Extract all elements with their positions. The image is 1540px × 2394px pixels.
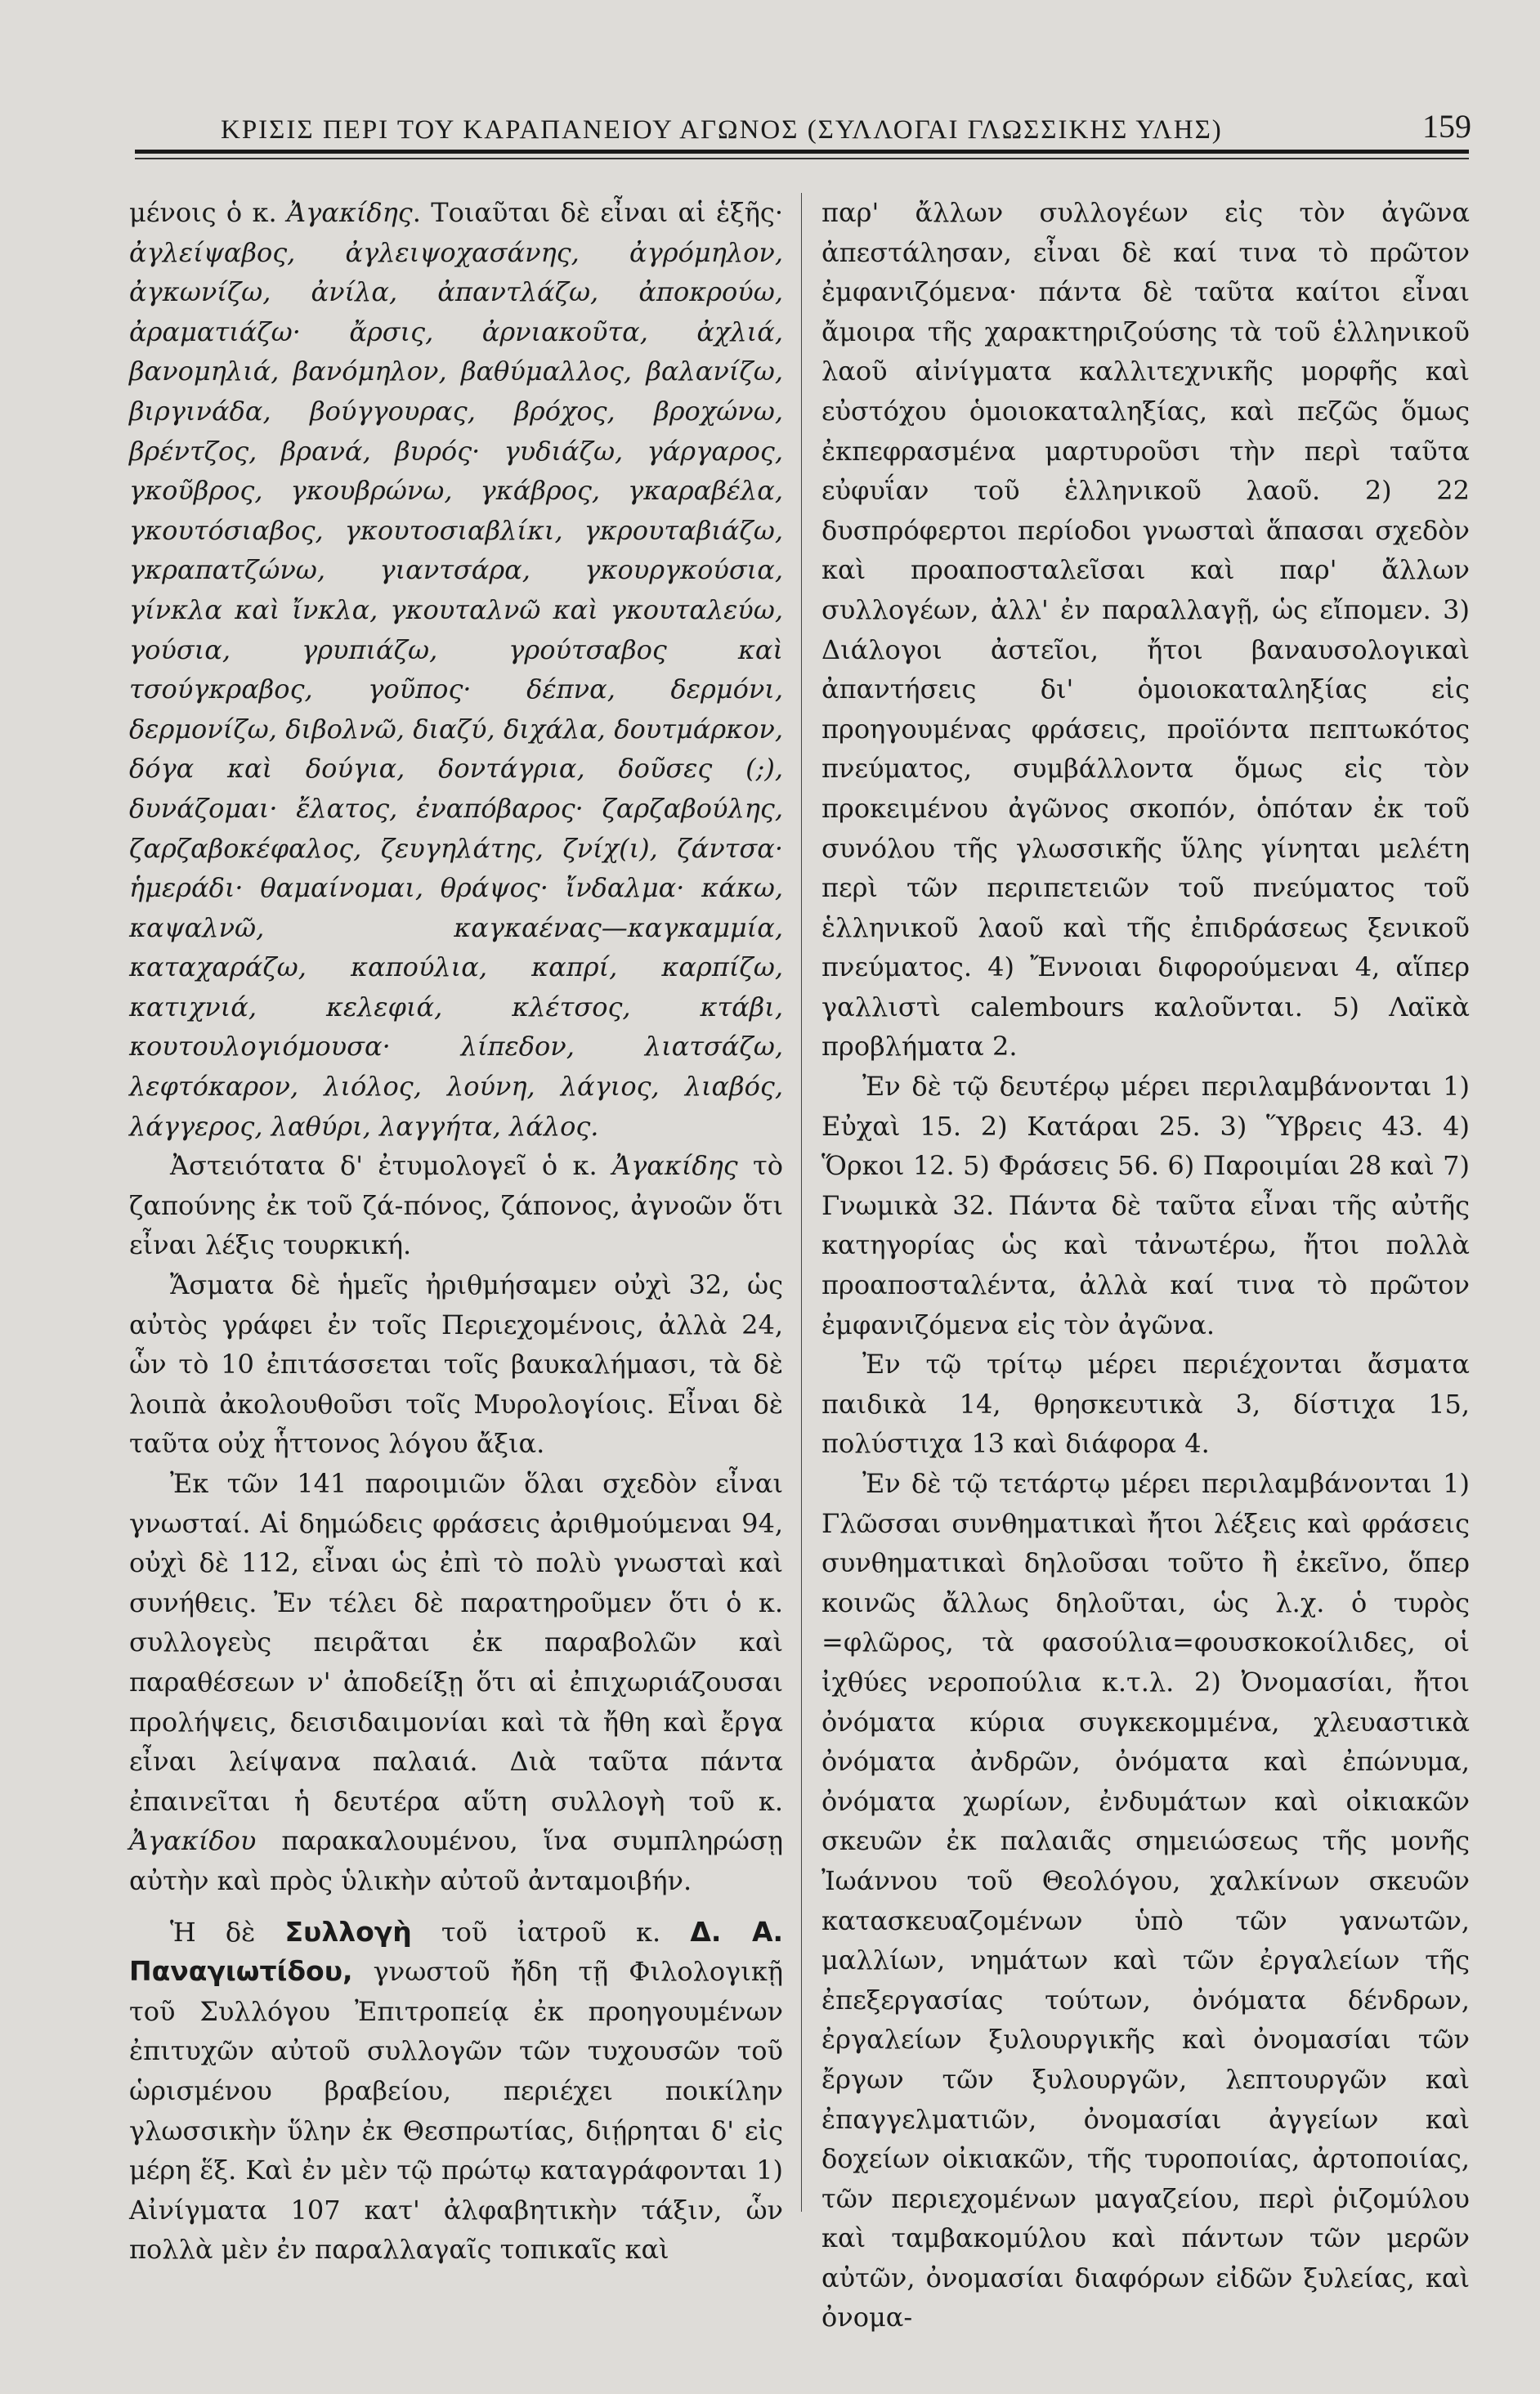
text-span: Ἀστειότατα δ' ἐτυμολογεῖ ὁ κ.: [170, 1150, 612, 1182]
left-paragraph-2: [129, 1146, 783, 1265]
text-span: παρακαλουμένου, ἵνα συμπληρώσῃ αὐτὴν καὶ πρὸς ὑλικὴν αὐτοῦ ἀνταμοιβήν.: [129, 1825, 783, 1896]
text-span: . Τοιαῦται δὲ εἶναι αἱ ἑξῆς·: [412, 197, 783, 228]
running-title: ΚΡΙΣΙΣ ΠΕΡΙ ΤΟΥ ΚΑΡΑΠΑΝΕΙΟΥ ΑΓΩΝΟΣ (ΣΥΛΛΟΓΑΙ ΓΛΩΣΣΙΚΗΣ ΥΛΗΣ): [221, 115, 1223, 145]
left-paragraph-5: [129, 1913, 783, 2270]
text-span: μένοις ὁ κ.: [129, 197, 287, 228]
column-divider: [801, 193, 802, 2212]
text-span: Ἡ δὲ: [170, 1916, 285, 1948]
text-span: γνωστοῦ ἤδη τῇ Φιλολογικῇ τοῦ Συλλόγου Ἐπιτροπείᾳ ἐκ προηγουμένων ἐπιτυχῶν αὐτοῦ συλλογῶν τῶν τυχουσῶν τοῦ ὡρισμένου βραβείου, περιέχει ποικίλην γλωσσικὴν ὕλην ἐκ Θεσπρωτίας, διῄρηται δ' εἰς μέρη ἕξ. Καὶ ἐν μὲν τῷ πρώτῳ καταγράφονται 1) Αἰνίγματα 107 κατ' ἀλφαβητικὴν τάξιν, ὧν πολλὰ μὲν ἐν παραλλαγαῖς τοπικαῖς καὶ: [129, 1956, 783, 2266]
text-span: τὸ ζαπούνης ἐκ τοῦ ζά-πόνος, ζάπονος, ἀγνοῶν ὅτι εἶναι λέξις τουρκική.: [129, 1150, 784, 1261]
left-paragraph-4: [129, 1464, 783, 1901]
header-rule-thick: [135, 150, 1469, 154]
left-paragraph-3: Ἄσματα δὲ ἡμεῖς ἠριθμήσαμεν οὐχὶ 32, ὡς αὐτὸς γράφει ἐν τοῖς Περιεχομένοις, ἀλλὰ 24, ὧν τὸ 10 ἐπιτάσσεται τοῖς βαυκαλήμασι, τὰ δὲ λοιπὰ ἀκολουθοῦσι τοῖς Μυρολογίοις. Εἶναι δὲ ταῦτα οὐχ ἧττονος λόγου ἄξια.: [129, 1269, 783, 1460]
page-number: 159: [1422, 108, 1471, 145]
right-paragraph-1: παρ' ἄλλων συλλογέων εἰς τὸν ἀγῶνα ἀπεστάλησαν, εἶναι δὲ καί τινα τὸ πρῶτον ἐμφανιζόμενα· πάντα δὲ ταῦτα καίτοι εἶναι ἄμοιρα τῆς χαρακτηριζούσης τὰ τοῦ ἑλληνικοῦ λαοῦ αἰνίγματα καλλιτεχνικῆς μορφῆς καὶ εὐστόχου ὁμοιοκαταληξίας, καὶ πεζῶς ὅμως ἐκπεφρασμένα μαρτυροῦσι τὴν περὶ ταῦτα εὐφυΐαν τοῦ ἑλληνικοῦ λαοῦ. 2) 22 δυσπρόφερτοι περίοδοι γνωσταὶ ἅπασαι σχεδὸν καὶ προαποσταλεῖσαι καὶ παρ' ἄλλων συλλογέων, ἀλλ' ἐν παραλλαγῇ, ὡς εἴπομεν. 3) Διάλογοι ἀστεῖοι, ἤτοι βαναυσολογικαὶ ἀπαντήσεις δι' ὁμοιοκαταληξίας εἰς προηγουμένας φράσεις, προϊόντα πεπτωκότος πνεύματος, συμβάλλοντα ὅμως εἰς τὸν προκειμένου ἀγῶνος σκοπόν, ὁπόταν ἐκ τοῦ συνόλου τῆς γλωσσικῆς ὕλης γίνηται μελέτη περὶ τῶν περιπετειῶν τοῦ πνεύματος τοῦ ἑλληνικοῦ λαοῦ καὶ τῆς ἐπιδράσεως ξενικοῦ πνεύματος. 4) Ἔννοιαι διφορούμεναι 4, αἵπερ γαλλιστὶ calembours καλοῦνται. 5) Λαϊκὰ προβλήματα 2.: [821, 197, 1470, 1063]
author-name: Ἀγακίδης: [611, 1150, 738, 1182]
text-span: τοῦ ἰατροῦ κ.: [411, 1916, 691, 1948]
running-header: [221, 96, 1471, 145]
right-paragraph-3: Ἐν τῷ τρίτῳ μέρει περιέχονται ἄσματα παιδικὰ 14, θρησκευτικὰ 3, δίστιχα 15, πολύστιχα 13 καὶ διάφορα 4.: [821, 1349, 1470, 1460]
word-list: ἀγλείψαβος, ἀγλειψοχασάνης, ἀγρόμηλον, ἀγκωνίζω, ἀνίλα, ἀπαντλάζω, ἀποκρούω, ἀραματιάζω· ἄρσις, ἀρνιακοῦτα, ἀχλιά, βανομηλιά, βανόμηλον, βαθύμαλλος, βαλανίζω, βιργινάδα, βούγγουρας, βρόχος, βροχώνω, βρέντζος, βρανά, βυρός· γυδιάζω, γάργαρος, γκοῦβρος, γκουβρώνω, γκάβρος, γκαραβέλα, γκουτόσιαβος, γκουτοσιαβλίκι, γκρουταβιάζω, γκραπατζώνω, γιαντσάρα, γκουργκούσια, γίνκλα καὶ ἴνκλα, γκουταλνῶ καὶ γκουταλεύω, γούσια, γρυπιάζω, γρούτσαβος καὶ τσούγκραβος, γοῦπος· δέπνα, δερμόνι, δερμονίζω, διβολνῶ, διαζύ, διχάλα, δουτμάρκον, δόγα καὶ δούγια, δοντάγρια, δοῦσες (;), δυνάζομαι· ἔλατος, ἐναπόβαρος· ζαρζαβούλης, ζαρζαβοκέφαλος, ζευγηλάτης, ζνίχ(ι), ζάντσα· ἡμεράδι· θαμαίνομαι, θράψος· ἴνδαλμα· κάκω, καψαλνῶ, καγκαένας—καγκαμμία, καταχαράζω, καπούλια, καπρί, καρπίζω, κατιχνιά, κελεφιά, κλέτσος, κτάβι, κουτουλογιόμουσα· λίπεδον, λιατσάζω, λεφτόκαρον, λιόλος, λούνη, λάγιος, λιαβός, λάγγερος, λαθύρι, λαγγήτα, λάλος.: [129, 236, 783, 1142]
collection-title: Συλλογὴ: [284, 1915, 412, 1948]
author-name: Ἀγακίδης: [286, 197, 413, 228]
right-column: [821, 193, 1470, 2338]
left-column: [129, 193, 783, 2270]
header-rule-thin: [135, 158, 1469, 159]
right-paragraph-4: Ἐν δὲ τῷ τετάρτῳ μέρει περιλαμβάνονται 1) Γλῶσσαι συνθηματικαὶ ἤτοι λέξεις καὶ φράσεις συνθηματικαὶ δηλοῦσαι τοῦτο ἢ ἐκεῖνο, ὅπερ κοινῶς ἄλλως δηλοῦται, ὡς λ.χ. ὁ τυρὸς =φλῶρος, τὰ φασούλια=φουσκοκοίλιδες, οἱ ἰχθύες νεροπούλια κ.τ.λ. 2) Ὀνομασίαι, ἤτοι ὀνόματα κύρια συγκεκομμένα, χλευαστικὰ ὀνόματα ἀνδρῶν, ὀνόματα καὶ ἐπώνυμα, ὀνόματα χωρίων, ἐνδυμάτων καὶ οἰκιακῶν σκευῶν ἐκ παλαιᾶς σημειώσεως τῆς μονῆς Ἰωάννου τοῦ Θεολόγου, χαλκίνων σκευῶν κατασκευαζομένων ὑπὸ τῶν γανωτῶν, μαλλίων, νημάτων καὶ τῶν ἐργαλείων τῆς ἐπεξεργασίας τούτων, ὀνόματα δένδρων, ἐργαλείων ξυλουργικῆς καὶ ὀνομασίαι τῶν ἔργων τῶν ξυλουργῶν, λεπτουργῶν καὶ ἐπαγγελματιῶν, ὀνομασίαι ἀγγείων καὶ δοχείων οἰκιακῶν, τῆς τυροποιίας, ἀρτοποιίας, τῶν περιεχομένων μαγαζείου, περὶ ῥιζομύλου καὶ ταμβακομύλου καὶ πάντων τῶν μερῶν αὐτῶν, ὀνομασίαι διαφόρων εἰδῶν ξυλείας, καὶ ὀνομα-: [821, 1468, 1470, 2334]
text-span: Ἐκ τῶν 141 παροιμιῶν ὅλαι σχεδὸν εἶναι γνωσταί. Αἱ δημώδεις φράσεις ἀριθμούμεναι 94, οὐχὶ δὲ 112, εἶναι ὡς ἐπὶ τὸ πολὺ γνωσταὶ καὶ συνήθεις. Ἐν τέλει δὲ παρατηροῦμεν ὅτι ὁ κ. συλλογεὺς πειρᾶται ἐκ παραβολῶν καὶ παραθέσεων ν' ἀποδείξῃ ὅτι αἱ ἐπιχωριάζουσαι προλήψεις, δεισιδαιμονίαι καὶ τὰ ἤθη καὶ ἔργα εἶναι λείψανα παλαιά. Διὰ ταῦτα πάντα ἐπαινεῖται ἡ δευτέρα αὕτη συλλογὴ τοῦ κ.: [129, 1468, 783, 1817]
right-paragraph-2: Ἐν δὲ τῷ δευτέρῳ μέρει περιλαμβάνονται 1) Εὐχαὶ 15. 2) Κατάραι 25. 3) Ὕβρεις 43. 4) Ὅρκοι 12. 5) Φράσεις 56. 6) Παροιμίαι 28 καὶ 7) Γνωμικὰ 32. Πάντα δὲ ταῦτα εἶναι τῆς αὐτῆς κατηγορίας ὡς καὶ τἀνωτέρω, ἤτοι πολλὰ προαποσταλέντα, ἀλλὰ καί τινα τὸ πρῶτον ἐμφανιζόμενα εἰς τὸν ἀγῶνα.: [821, 1071, 1470, 1340]
left-paragraph-1: [129, 193, 783, 1146]
author-name-bold: Δ. Α. Παναγιωτίδου,: [129, 1915, 784, 1988]
author-name: Ἀγακίδου: [129, 1825, 257, 1857]
